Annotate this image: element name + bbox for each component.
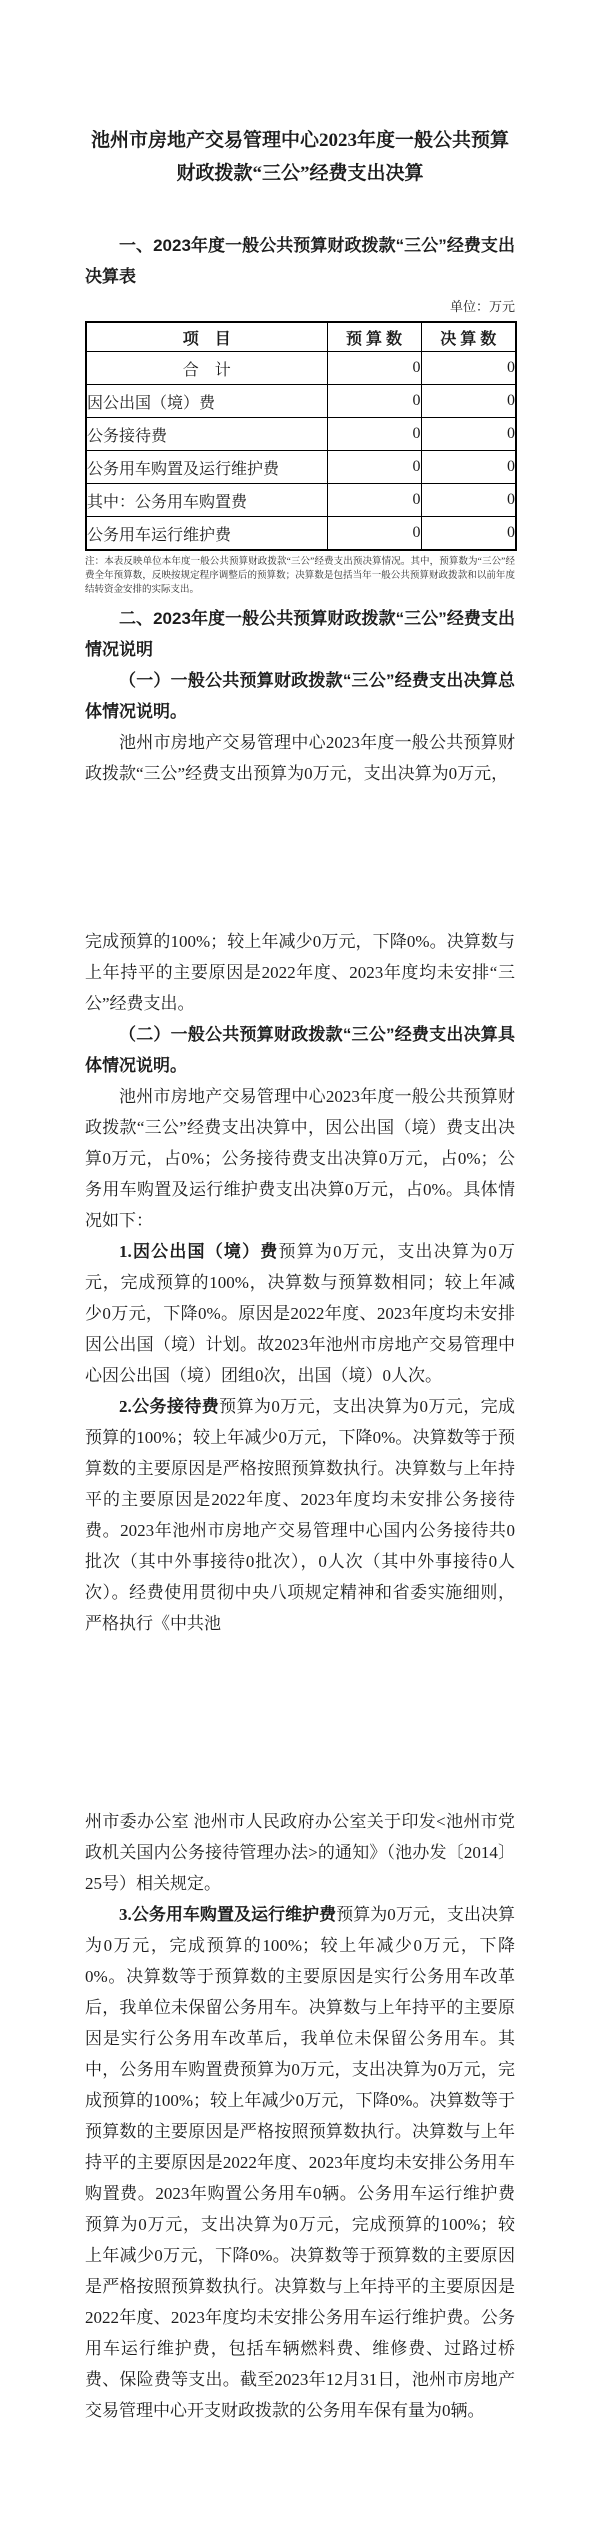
item3-bold-label: 3.公务用车购置及运行维护费 xyxy=(119,1905,337,1924)
section2-heading: 二、2023年度一般公共预算财政拨款“三公”经费支出情况说明 xyxy=(85,609,515,659)
section1-heading: 一、2023年度一般公共预算财政拨款“三公”经费支出决算表 xyxy=(85,236,515,286)
row-label: 公务用车购置及运行维护费 xyxy=(86,451,327,484)
table-note: 注：本表反映单位本年度一般公共预算财政拨款“三公”经费支出预决算情况。其中，预算数为“三公”经费全年预算数，反映按规定程序调整后的预算数；决算数是包括当年一般公共预算财政拨款和以前年度结转资金安排的实际支出。 xyxy=(85,557,515,595)
final-value: 0 xyxy=(421,451,516,484)
sub2-heading: （二）一般公共预算财政拨款“三公”经费支出决算具体情况说明。 xyxy=(85,1025,515,1075)
row-label: 公务接待费 xyxy=(86,418,327,451)
table-row-vehicle-purchase xyxy=(86,484,516,517)
para-item1-abroad xyxy=(85,1236,515,1391)
para-overall-part1: 池州市房地产交易管理中心2023年度一般公共预算财政拨款“三公”经费支出预算为0万元，支出决算为0万元， xyxy=(85,733,515,783)
item2-text: 预算为0万元，支出决算为0万元，完成预算的100%；较上年减少0万元，下降0%。决算数等于预算数的主要原因是严格按照预算数执行。决算数与上年持平的主要原因是2022年度、2023年度均未安排公务接待费。2023年池州市房地产交易管理中心国内公务接待共0批次（其中外事接待0批次），0人次（其中外事接待0人次）。经费使用贯彻中央八项规定精神和省委实施细则，严格执行《中共池 xyxy=(85,1397,516,1633)
table-header-row xyxy=(86,322,516,352)
final-value: 0 xyxy=(421,352,516,385)
col-header-final: 决 算 数 xyxy=(421,322,516,352)
budget-value: 0 xyxy=(327,451,421,484)
page-break-gap xyxy=(85,1639,515,1806)
item1-text: 预算为0万元，支出决算为0万元，完成预算的100%，决算数与预算数相同；较上年减少0万元，下降0%。原因是2022年度、2023年度均未安排因公出国（境）计划。故2023年池州市房地产交易管理中心因公出国（境）团组0次，出国（境）0人次。 xyxy=(85,1242,516,1385)
row-label: 因公出国（境）费 xyxy=(86,385,327,418)
page-break-gap xyxy=(85,789,515,926)
final-value: 0 xyxy=(421,385,516,418)
budget-value: 0 xyxy=(327,517,421,551)
sub1-heading: （一）一般公共预算财政拨款“三公”经费支出决算总体情况说明。 xyxy=(85,671,515,721)
table-row-abroad xyxy=(86,385,516,418)
document-title xyxy=(85,0,515,190)
para-item3-vehicle xyxy=(85,1899,515,2426)
row-label: 其中：公务用车购置费 xyxy=(86,484,327,517)
final-value: 0 xyxy=(421,418,516,451)
final-value: 0 xyxy=(421,484,516,517)
col-header-budget: 预 算 数 xyxy=(327,322,421,352)
para-item2-reception-cont: 州市委办公室 池州市人民政府办公室关于印发<池州市党政机关国内公务接待管理办法>的通知》（池办发〔2014〕25号）相关规定。 xyxy=(85,1812,515,1893)
table-row-reception xyxy=(86,418,516,451)
item3-text: 预算为0万元，支出决算为0万元，完成预算的100%；较上年减少0万元，下降0%。决算数等于预算数的主要原因是实行公务用车改革后，我单位未保留公务用车。决算数与上年持平的主要原因是实行公务用车改革后，我单位未保留公务用车。其中，公务用车购置费预算为0万元，支出决算为0万元，完成预算的100%；较上年减少0万元，下降0%。决算数等于预算数的主要原因是严格按照预算数执行。决算数与上年持平的主要原因是2022年度、2023年度均未安排公务用车购置费。2023年购置公务用车0辆。公务用车运行维护费预算为0万元，支出决算为0万元，完成预算的100%；较上年减少0万元，下降0%。决算数等于预算数的主要原因是严格按照预算数执行。决算数与上年持平的主要原因是2022年度、2023年度均未安排公务用车运行维护费。公务用车运行维护费，包括车辆燃料费、维修费、过路过桥费、保险费等支出。截至2023年12月31日，池州市房地产交易管理中心开支财政拨款的公务用车保有量为0辆。 xyxy=(85,1905,516,2420)
item1-bold-label: 1.因公出国（境）费 xyxy=(119,1242,279,1261)
row-label: 合 计 xyxy=(86,352,327,385)
document-title-line2: 财政拨款“三公”经费支出决算 xyxy=(176,163,424,184)
document-content xyxy=(85,0,515,2426)
table-unit-label: 单位：万元 xyxy=(449,299,515,314)
item2-bold-label: 2.公务接待费 xyxy=(119,1397,220,1416)
budget-value: 0 xyxy=(327,484,421,517)
budget-value: 0 xyxy=(327,385,421,418)
three-public-expense-table xyxy=(85,321,517,551)
table-row-vehicle-maintenance xyxy=(86,517,516,551)
para-detail-intro: 池州市房地产交易管理中心2023年度一般公共预算财政拨款“三公”经费支出决算中，因公出国（境）费支出决算0万元，占0%；公务接待费支出决算0万元，占0%；公务用车购置及运行维护费支出决算0万元，占0%。具体情况如下： xyxy=(85,1087,515,1230)
budget-value: 0 xyxy=(327,352,421,385)
final-value: 0 xyxy=(421,517,516,551)
para-item2-reception xyxy=(85,1391,515,1639)
col-header-item: 项 目 xyxy=(86,322,327,352)
row-label: 公务用车运行维护费 xyxy=(86,517,327,551)
para-overall-part2: 完成预算的100%；较上年减少0万元，下降0%。决算数与上年持平的主要原因是2022年度、2023年度均未安排“三公”经费支出。 xyxy=(85,932,515,1013)
document-title-line1: 池州市房地产交易管理中心2023年度一般公共预算 xyxy=(90,130,509,151)
table-row-total xyxy=(86,352,516,385)
table-row-vehicle-total xyxy=(86,451,516,484)
budget-value: 0 xyxy=(327,418,421,451)
